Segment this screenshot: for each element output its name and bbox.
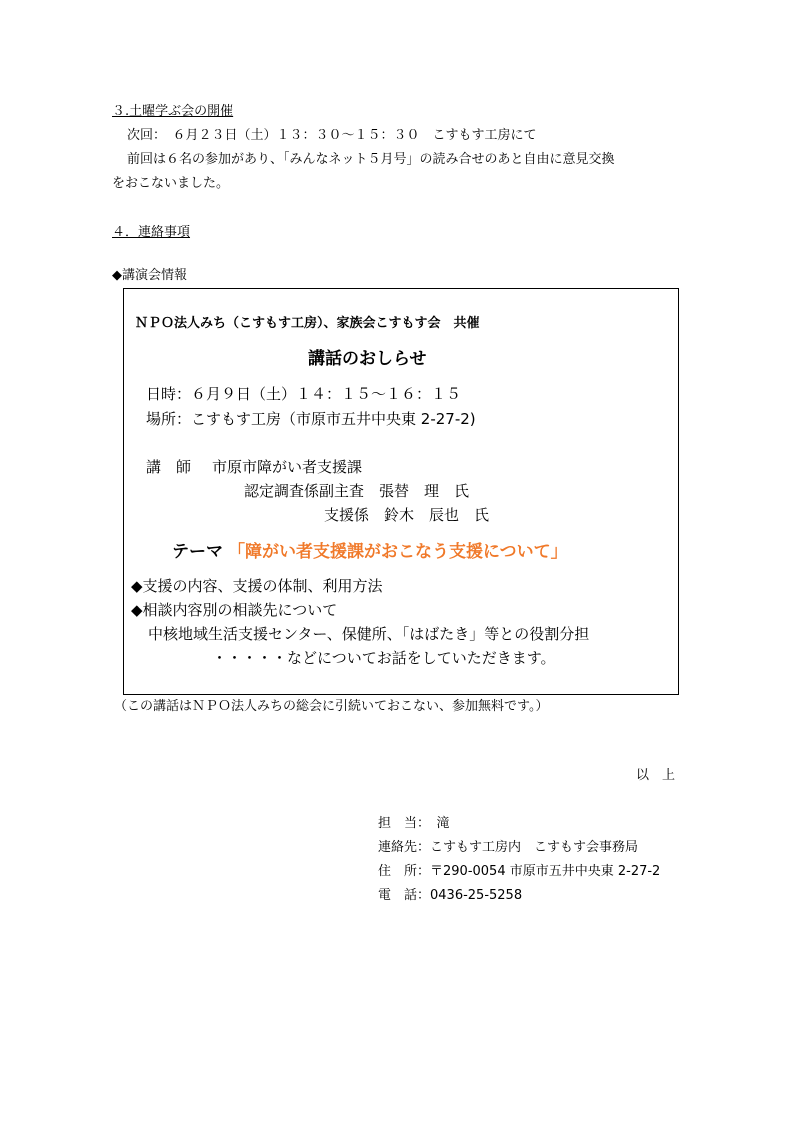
next-meeting-text: 次回： ６月２３日（土）１３：３０～１５：３０ こすもす工房にて — [127, 128, 537, 143]
contact-address: 住 所：〒290-0054 市原市五井中央東 2-27-2 — [378, 864, 661, 879]
contact-office: 連絡先：こすもす工房内 こすもす会事務局 — [378, 840, 639, 855]
place-line: 場所：こすもす工房（市原市五井中央東 2-27-2) — [146, 410, 476, 428]
sponsors-line: ＮＰＯ法人みち（こすもす工房）、家族会こすもす会 共催 — [135, 316, 480, 331]
section3-heading: ３.土曜学ぶ会の開催 — [112, 104, 234, 119]
lecturer-1: 認定調査係副主査 張替 理 氏 — [244, 482, 470, 500]
bullet-consultation: ◆相談内容別の相談先について — [131, 601, 338, 619]
lecturer-organization: 市原市障がい者支援課 — [212, 458, 363, 476]
previous-meeting-text-1: 前回は６名の参加があり、「みんなネット５月号」の読み合せのあと自由に意見交換 — [127, 152, 615, 167]
roles-detail: 中核地域生活支援センター、保健所、「はばたき」等との役割分担 — [148, 625, 590, 643]
closing-mark: 以 上 — [636, 768, 676, 783]
talk-detail: ・・・・・などについてお話をしていただきます。 — [212, 649, 556, 667]
lecturer-label: 講 師 — [146, 458, 192, 476]
contact-phone: 電 話：0436-25-5258 — [378, 888, 523, 903]
lecture-info-label: ◆講演会情報 — [112, 268, 187, 283]
lecturer-2: 支援係 鈴木 辰也 氏 — [324, 506, 490, 524]
datetime-line: 日時：６月９日（土）１４：１５～１６：１５ — [146, 385, 462, 403]
contact-person: 担 当： 滝 — [378, 816, 450, 831]
free-participation-note: （この講話はＮＰＯ法人みちの総会に引続いておこない、参加無料です。） — [114, 699, 549, 714]
bullet-support-content: ◆支援の内容、支援の体制、利用方法 — [131, 577, 383, 595]
previous-meeting-text-2: をおこないました。 — [112, 176, 230, 191]
theme-label: テーマ — [172, 542, 223, 562]
lecture-title: 講話のおしらせ — [308, 349, 427, 369]
theme-title: 「障がい者支援課がおこなう支援について」 — [228, 542, 568, 562]
section4-heading: ４．連絡事項 — [112, 225, 191, 240]
